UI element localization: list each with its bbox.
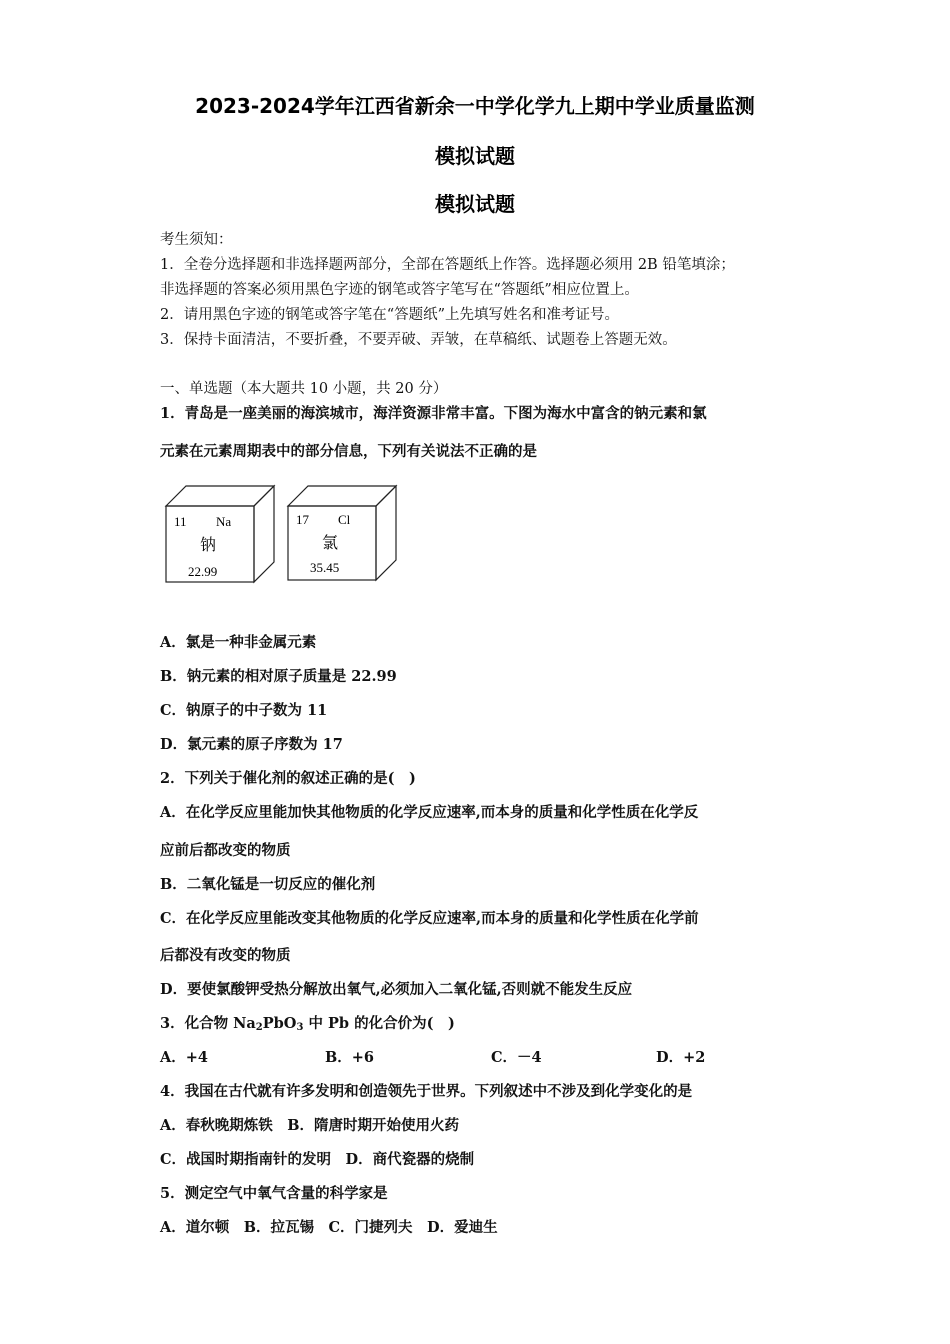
cl-mass: 35.45: [310, 560, 340, 575]
notice-heading: 考生须知：: [160, 232, 233, 248]
na-symbol: Na: [216, 514, 232, 529]
q5-options: A．道尔顿 B．拉瓦锡 C．门捷列夫 D．爱迪生: [160, 1219, 498, 1236]
q3-stem-pre: 3．化合物: [160, 1015, 234, 1032]
notice-item-1: 1．全卷分选择题和非选择题两部分，全部在答题纸上作答。选择题必须用 2B 铅笔填涂；: [160, 257, 735, 273]
q3-formula-na-sub: 2: [255, 1022, 263, 1033]
q1-option-b: B．钠元素的相对原子质量是 22.99: [160, 668, 397, 685]
q3-option-a: A．+4: [160, 1049, 208, 1066]
q1-option-a: A．氯是一种非金属元素: [160, 634, 317, 651]
q2-option-d: D．要使氯酸钾受热分解放出氧气,必须加入二氧化锰,否则就不能发生反应: [160, 981, 633, 998]
q1-option-d: D．氯元素的原子序数为 17: [160, 736, 343, 753]
section-heading: 一、单选题（本大题共 10 小题，共 20 分）: [160, 381, 448, 397]
q4-stem: 4．我国在古代就有许多发明和创造领先于世界。下列叙述中不涉及到化学变化的是: [160, 1083, 693, 1100]
notice-item-2: 2．请用黑色字迹的钢笔或答字笔在“答题纸”上先填写姓名和准考证号。: [160, 307, 620, 323]
na-mass: 22.99: [188, 564, 218, 579]
q2-option-a-line1: A．在化学反应里能加快其他物质的化学反应速率,而本身的质量和化学性质在化学反: [160, 804, 699, 821]
q3-stem-post: 中 Pb 的化合价为( ): [303, 1015, 455, 1032]
q3-option-b: B．+6: [325, 1049, 374, 1066]
notice-item-1-cont: 非选择题的答案必须用黑色字迹的钢笔或答字笔写在“答题纸”相应位置上。: [160, 282, 639, 298]
q3-stem: [160, 1012, 455, 1033]
q3-option-c: C．－4: [491, 1049, 542, 1066]
q3-formula-o-sub: 3: [296, 1022, 304, 1033]
q1-stem-line2: 元素在元素周期表中的部分信息，下列有关说法不正确的是: [160, 443, 537, 460]
q2-option-c-line2: 后都没有改变的物质: [160, 947, 291, 964]
exam-subtitle-repeat: 模拟试题: [435, 192, 515, 216]
q5-stem: 5．测定空气中氧气含量的科学家是: [160, 1185, 388, 1202]
na-name: 钠: [200, 535, 217, 554]
notice-item-3: 3．保持卡面清洁，不要折叠，不要弄破、弄皱，在草稿纸、试题卷上答题无效。: [160, 332, 677, 348]
element-cell-na: [166, 486, 274, 582]
q4-options-ab: A．春秋晚期炼铁 B．隋唐时期开始使用火药: [160, 1117, 460, 1134]
na-number: 11: [174, 514, 187, 529]
q1-option-c: C．钠原子的中子数为 11: [160, 702, 328, 719]
q2-option-c-line1: C．在化学反应里能改变其他物质的化学反应速率,而本身的质量和化学性质在化学前: [160, 910, 699, 927]
q2-stem: 2．下列关于催化剂的叙述正确的是( ): [160, 770, 416, 787]
q2-option-b: B．二氧化锰是一切反应的催化剂: [160, 876, 376, 893]
element-cell-cl: [288, 486, 396, 580]
q4-options-cd: C．战国时期指南针的发明 D．商代瓷器的烧制: [160, 1151, 475, 1168]
cl-number: 17: [296, 512, 309, 527]
q3-formula-pbo: PbO: [262, 1015, 297, 1032]
q2-option-a-line2: 应前后都改变的物质: [160, 842, 291, 859]
q3-formula-na: Na: [233, 1015, 256, 1032]
periodic-table-cells-figure: [160, 478, 410, 588]
cl-symbol: Cl: [338, 512, 351, 527]
cl-name: 氯: [322, 533, 339, 552]
q3-option-d: D．+2: [656, 1049, 706, 1066]
q1-stem-line1: 1．青岛是一座美丽的海滨城市，海洋资源非常丰富。下图为海水中富含的钠元素和氯: [160, 405, 707, 422]
exam-title: 2023-2024学年江西省新余一中学化学九上期中学业质量监测: [195, 94, 755, 118]
exam-subtitle: 模拟试题: [435, 144, 515, 168]
